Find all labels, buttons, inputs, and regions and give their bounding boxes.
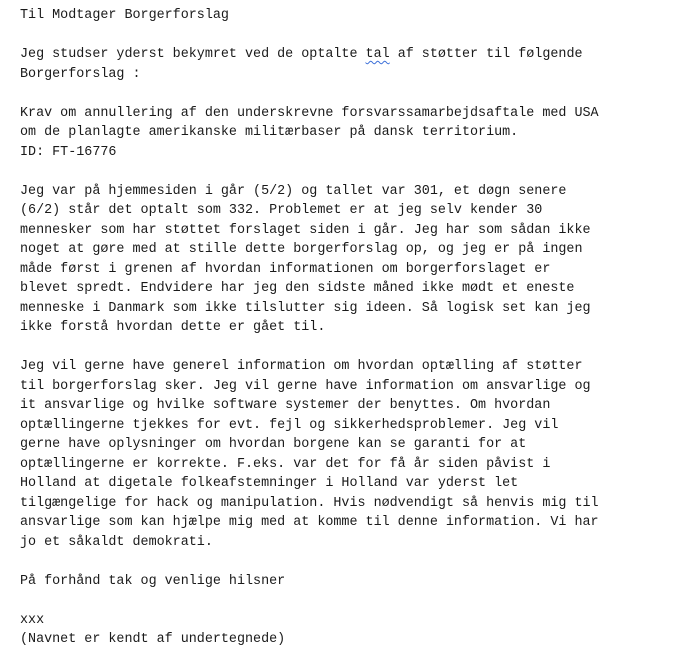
paragraph2-line: jo et såkaldt demokrati.	[20, 534, 213, 550]
blank-line	[20, 162, 675, 182]
paragraph1-line: menneske i Danmark som ikke tilslutter sig ideen. Så logisk set kan jeg	[20, 300, 591, 316]
paragraph2-line: ansvarlige som kan hjælpe mig med at komme til denne information. Vi har	[20, 515, 599, 530]
intro-line-2: Borgerforslag :	[20, 66, 141, 82]
proposal-id: ID: FT-16776	[20, 144, 117, 160]
proposal-line: Krav om annullering af den underskrevne forsvarssamarbejdsaftale med USA	[20, 105, 599, 121]
paragraph1-line: måde først i grenen af hvordan informationen om borgerforslaget er	[20, 261, 551, 277]
paragraph2-line: tilgængelige for hack og manipulation. Hvis nødvendigt så henvis mig til	[20, 495, 599, 511]
blank-line	[20, 26, 675, 46]
salutation: Til Modtager Borgerforslag	[20, 8, 229, 23]
paragraph1-line: (6/2) står det optalt som 332. Problemet er at jeg selv kender 30	[20, 203, 543, 218]
intro-line-1	[20, 45, 675, 65]
paragraph2-line: Holland at digetale folkeafstemninger i Holland var yderst let	[20, 476, 519, 491]
paragraph1-line: Jeg var på hjemmesiden i går (5/2) og tallet var 301, et døgn senere	[20, 183, 567, 199]
intro-text-after: af støtter til følgende	[389, 47, 583, 62]
paragraph2-line: gerne have oplysninger om hvordan borgene kan se garanti for at	[20, 437, 527, 452]
spellcheck-flagged-word[interactable]: tal	[365, 47, 390, 62]
paragraph2-line: optællingerne tjekkes for evt. fejl og sikkerhedsproblemer. Jeg vil	[20, 417, 559, 433]
paragraph1-line: noget at gøre med at stille dette borgerforslag op, og jeg er på ingen	[20, 242, 583, 257]
paragraph1-line: blevet spredt. Endvidere har jeg den sidste måned ikke mødt et eneste	[20, 281, 575, 296]
signature: xxx	[20, 612, 45, 628]
paragraph2-line: til borgerforslag sker. Jeg vil gerne have information om ansvarlige og	[20, 378, 591, 394]
paragraph1-line: ikke forstå hvordan dette er gået til.	[20, 320, 326, 335]
paragraph2-line: optællingerne er korrekte. F.eks. var det for få år siden påvist i	[20, 456, 551, 472]
blank-line	[20, 552, 675, 572]
letter-body	[20, 6, 675, 650]
closing: På forhånd tak og venlige hilsner	[20, 573, 286, 589]
proposal-line: om de planlagte amerikanske militærbaser på dansk territorium.	[20, 125, 519, 140]
blank-line	[20, 338, 675, 358]
paragraph2-line: Jeg vil gerne have generel information om hvordan optælling af støtter	[20, 359, 583, 374]
blank-line	[20, 84, 675, 104]
blank-line	[20, 591, 675, 611]
paragraph2-line: it ansvarlige og hvilke software systemer der benyttes. Om hvordan	[20, 398, 551, 413]
signature-note: (Navnet er kendt af undertegnede)	[20, 632, 286, 647]
intro-text-before: Jeg studser yderst bekymret ved de optalte	[20, 47, 366, 62]
paragraph1-line: mennesker som har støttet forslaget siden i går. Jeg har som sådan ikke	[20, 222, 591, 238]
